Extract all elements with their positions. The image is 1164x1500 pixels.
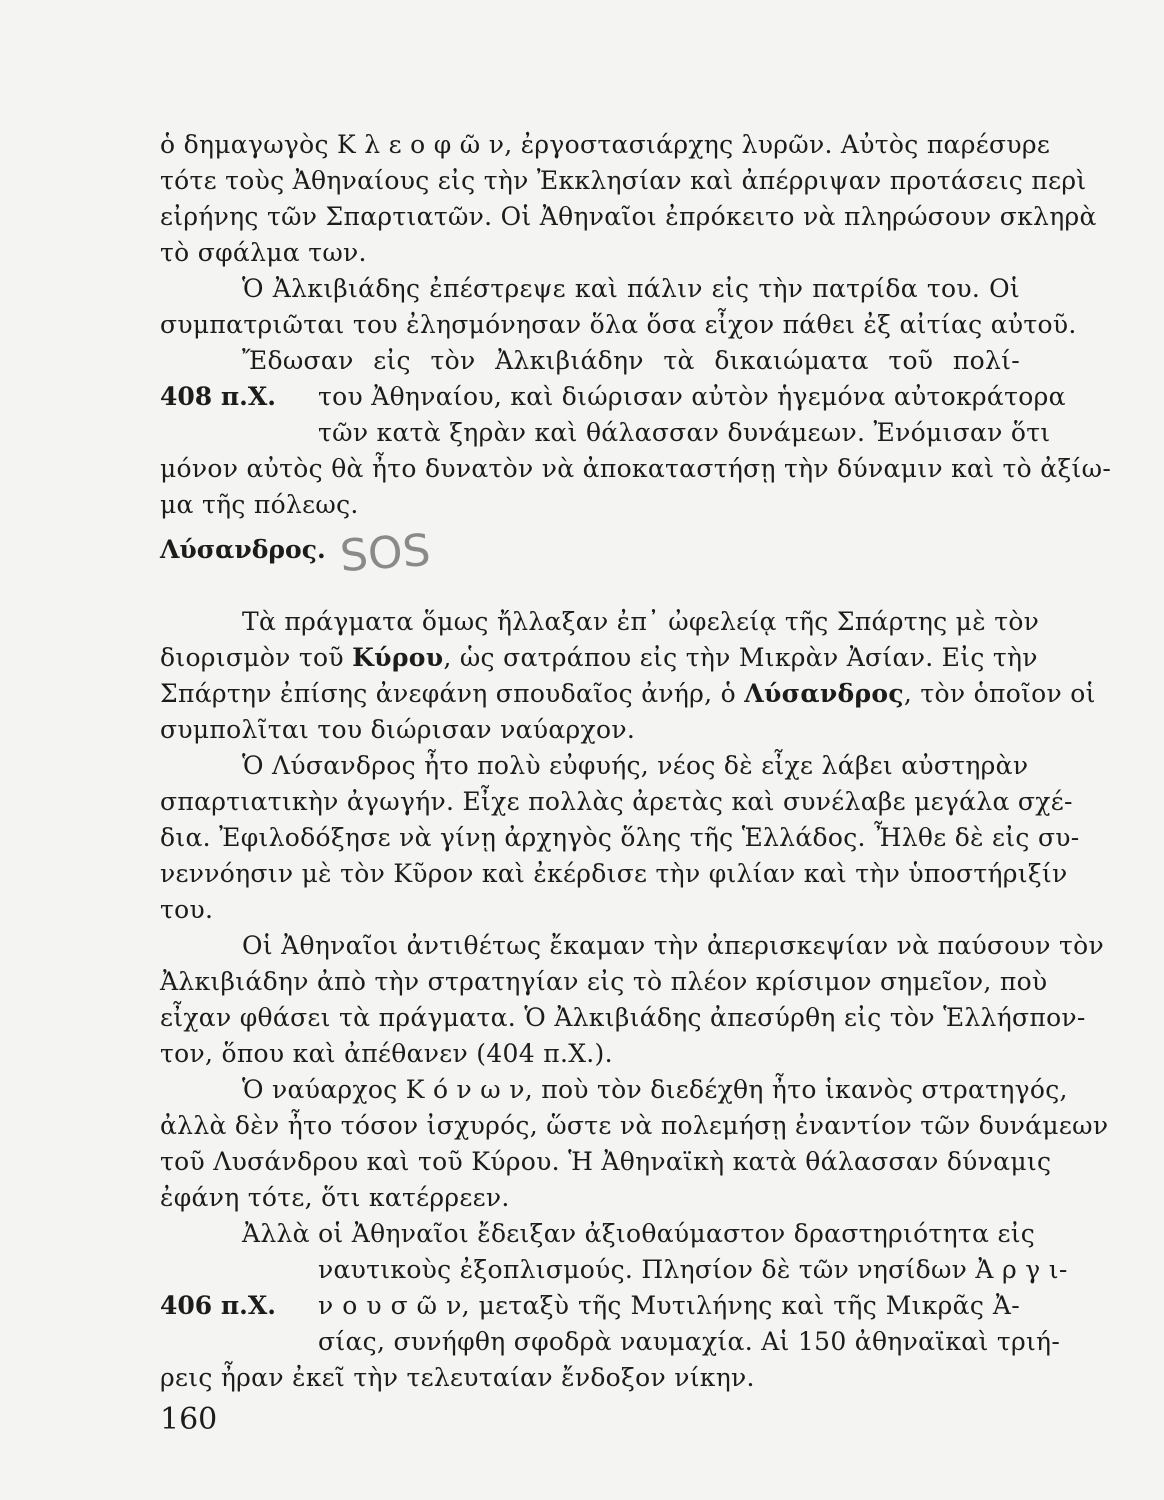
text-line: Ὁ ναύαρχος Κ ό ν ω ν, ποὺ τὸν διεδέχθη ἦτο ἱκανὸς στρατηγός, <box>242 1075 1068 1104</box>
text-line: συμπολῖται του διώρισαν ναύαρχον. <box>160 715 636 744</box>
text-line: Ἀλκιβιάδην ἀπὸ τὴν στρατηγίαν εἰς τὸ πλέον κρίσιμον σημεῖον, ποὺ <box>160 967 1048 996</box>
text-line: Ἔδωσαν εἰς τὸν Ἀλκιβιάδην τὰ δικαιώματα τοῦ πολί- <box>242 346 1020 375</box>
text-line: τον, ὅπου καὶ ἀπέθανεν (404 π.Χ.). <box>160 1039 613 1068</box>
text-line: Ἀλλὰ οἱ Ἀθηναῖοι ἔδειξαν ἀξιοθαύμαστον δραστηριότητα εἰς <box>242 1219 1036 1248</box>
text-line: τὸ σφάλμα των. <box>160 238 367 267</box>
text-line: σίας, συνήφθη σφοδρὰ ναυμαχία. Αἱ 150 ἀθηναϊκαὶ τριή- <box>318 1327 1061 1356</box>
text-line: ν ο υ σ ῶ ν, μεταξὺ τῆς Μυτιλήνης καὶ τῆς Μικρᾶς Ἀ- <box>318 1291 1020 1320</box>
text-line: Ὁ Λύσανδρος ἦτο πολὺ εὐφυής, νέος δὲ εἶχε λάβει αὐστηρὰν <box>242 751 1029 780</box>
page-number: 160 <box>160 1402 218 1437</box>
margin-date-note: 406 π.Χ. <box>160 1291 276 1320</box>
text-line: ὁ δημαγωγὸς Κ λ ε ο φ ῶ ν, ἐργοστασιάρχης λυρῶν. Αὐτὸς παρέσυρε <box>160 130 1051 159</box>
margin-date-note: 408 π.Χ. <box>160 382 276 411</box>
text-line: νεννόησιν μὲ τὸν Κῦρον καὶ ἐκέρδισε τὴν φιλίαν καὶ τὴν ὑποστήριξίν <box>160 859 1068 888</box>
text-line: ἐφάνη τότε, ὅτι κατέρρεεν. <box>160 1183 510 1212</box>
text-line: μόνον αὐτὸς θὰ ἦτο δυνατὸν νὰ ἀποκαταστήσῃ τὴν δύναμιν καὶ τὸ ἀξίω- <box>160 454 1112 483</box>
text-line: ρεις ἦραν ἐκεῖ τὴν τελευταίαν ἔνδοξον νίκην. <box>160 1363 755 1392</box>
text-line: του Ἀθηναίου, καὶ διώρισαν αὐτὸν ἡγεμόνα αὐτοκράτορα <box>318 382 1066 411</box>
text-line: Οἱ Ἀθηναῖοι ἀντιθέτως ἔκαμαν τὴν ἀπερισκεψίαν νὰ παύσουν τὸν <box>242 931 1104 960</box>
text-line: διορισμὸν τοῦ Κύρου, ὡς σατράπου εἰς τὴν Μικρὰν Ἀσίαν. Εἰς τὴν <box>160 643 1038 672</box>
text-line: Τὰ πράγματα ὅμως ἤλλαξαν ἐπ᾽ ὠφελείᾳ τῆς Σπάρτης μὲ τὸν <box>242 607 1040 636</box>
bold-name-lysandros: Λύσανδρος <box>744 679 904 708</box>
text-line: συμπατριῶται του ἐλησμόνησαν ὅλα ὅσα εἶχον πάθει ἐξ αἰτίας αὐτοῦ. <box>160 310 1077 339</box>
text-line: τοῦ Λυσάνδρου καὶ τοῦ Κύρου. Ἡ Ἀθηναϊκὴ κατὰ θάλασσαν δύναμις <box>160 1147 1052 1176</box>
pencil-annotation: SOS <box>338 524 433 583</box>
text-line: εἶχαν φθάσει τὰ πράγματα. Ὁ Ἀλκιβιάδης ἀπεσύρθη εἰς τὸν Ἑλλήσπον- <box>160 1003 1086 1032</box>
text-line: ἀλλὰ δὲν ἦτο τόσον ἰσχυρός, ὥστε νὰ πολεμήσῃ ἐναντίον τῶν δυνάμεων <box>160 1111 1109 1140</box>
text-line: Ὁ Ἀλκιβιάδης ἐπέστρεψε καὶ πάλιν εἰς τὴν πατρίδα του. Οἱ <box>242 274 1020 303</box>
text-line: σπαρτιατικὴν ἀγωγήν. Εἶχε πολλὰς ἀρετὰς καὶ συνέλαβε μεγάλα σχέ- <box>160 787 1073 816</box>
text-line: τῶν κατὰ ξηρὰν καὶ θάλασσαν δυνάμεων. Ἐνόμισαν ὅτι <box>318 418 1051 447</box>
text-line: μα τῆς πόλεως. <box>160 490 359 519</box>
text-line: Σπάρτην ἐπίσης ἀνεφάνη σπουδαῖος ἀνήρ, ὁ Λύσανδρος, τὸν ὁποῖον οἱ <box>160 679 1096 708</box>
text-line: τότε τοὺς Ἀθηναίους εἰς τὴν Ἐκκλησίαν καὶ ἀπέρριψαν προτάσεις περὶ <box>160 166 1087 195</box>
text-line: ναυτικοὺς ἐξοπλισμούς. Πλησίον δὲ τῶν νησίδων Ἀ ρ γ ι- <box>318 1255 1068 1284</box>
bold-name-kyros: Κύρου <box>352 643 444 672</box>
text-line: εἰρήνης τῶν Σπαρτιατῶν. Οἱ Ἀθηναῖοι ἐπρόκειτο νὰ πληρώσουν σκληρὰ <box>160 202 1097 231</box>
text-line: δια. Ἐφιλοδόξησε νὰ γίνῃ ἀρχηγὸς ὅλης τῆς Ἑλλάδος. Ἦλθε δὲ εἰς συ- <box>160 823 1080 852</box>
text-line: του. <box>160 895 214 924</box>
section-heading: Λύσανδρος. <box>160 535 326 564</box>
